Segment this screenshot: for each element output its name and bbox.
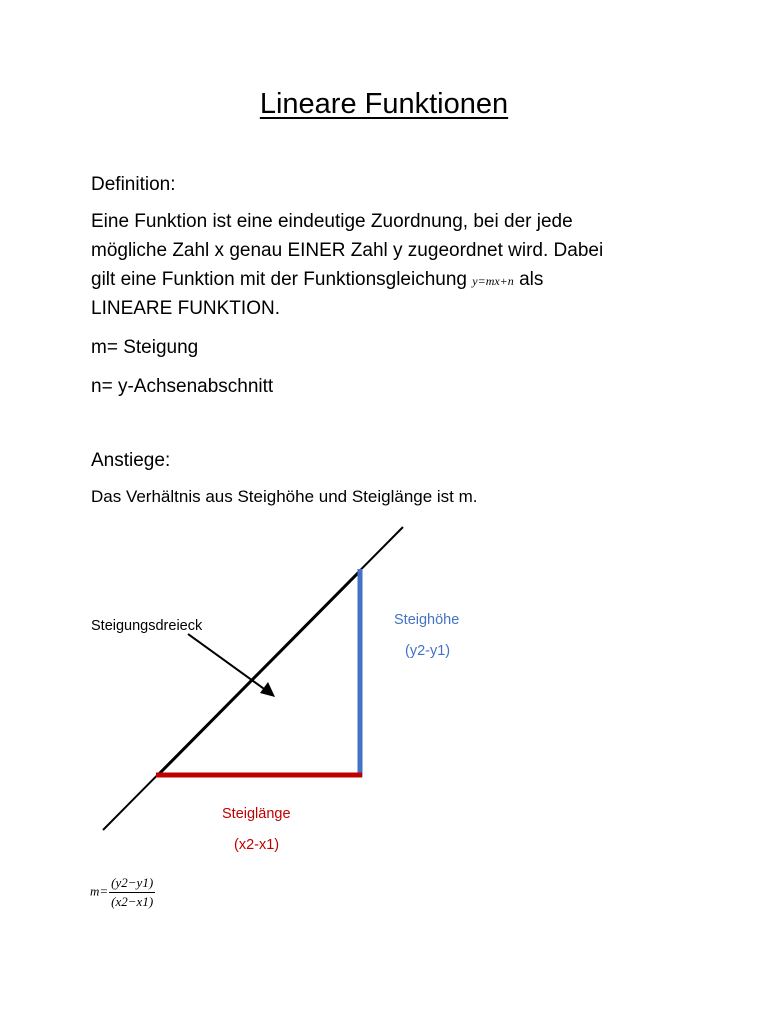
page-title: Lineare Funktionen	[259, 88, 509, 120]
n-definition: n= y-Achsenabschnitt	[91, 376, 274, 397]
definition-line-3-end: als	[519, 269, 544, 290]
anstiege-text: Das Verhältnis aus Steighöhe und Steiglänge ist m.	[91, 487, 478, 506]
fraction-denominator: (x2−x1)	[111, 894, 154, 909]
run-formula: (x2-x1)	[234, 837, 280, 853]
slope-fraction	[109, 874, 155, 911]
definition-line-3-text: gilt eine Funktion mit der Funktionsgleichung	[91, 269, 467, 290]
hypotenuse	[158, 571, 360, 775]
triangle-label: Steigungsdreieck	[91, 618, 203, 634]
fraction-numerator: (y2−y1)	[109, 874, 155, 893]
rise-formula: (y2-y1)	[405, 643, 451, 659]
slope-formula	[90, 874, 155, 911]
m-definition: m= Steigung	[91, 337, 199, 358]
anstiege-heading: Anstiege:	[91, 450, 171, 471]
pointer-arrow	[188, 634, 267, 691]
definition-heading: Definition:	[91, 174, 176, 195]
definition-line-4: LINEARE FUNKTION.	[91, 298, 280, 319]
rise-label: Steighöhe	[394, 612, 460, 628]
function-equation: y=mx+n	[472, 274, 514, 288]
pointer-arrowhead	[260, 682, 275, 697]
slope-formula-lhs: m=	[90, 883, 109, 899]
definition-line-2: mögliche Zahl x genau EINER Zahl y zugeordnet wird. Dabei	[91, 240, 604, 261]
run-label: Steiglänge	[222, 806, 291, 822]
definition-line-1: Eine Funktion ist eine eindeutige Zuordnung, bei der jede	[91, 211, 573, 232]
